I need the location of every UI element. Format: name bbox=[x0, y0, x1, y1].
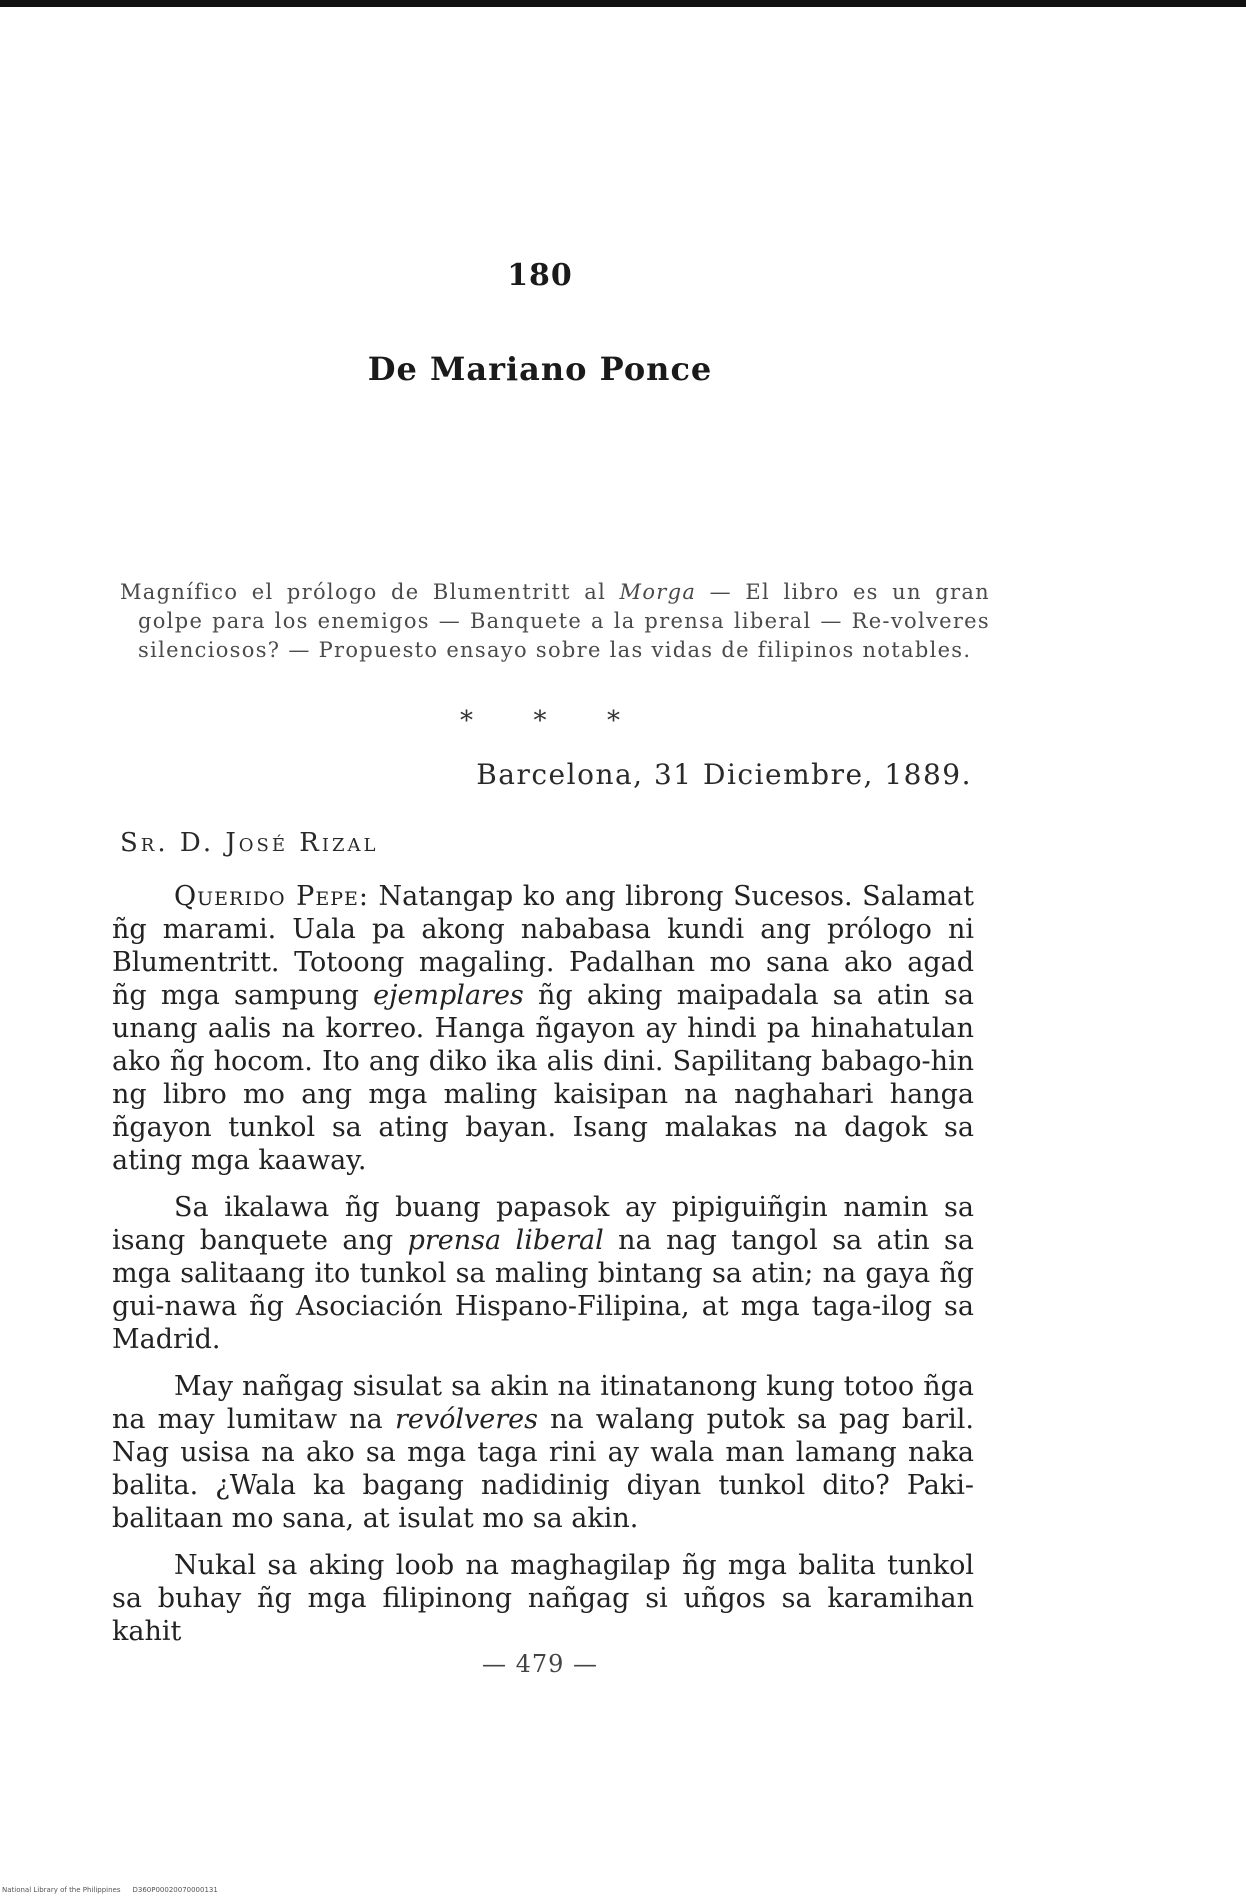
footer-library: National Library of the Philippines bbox=[2, 1886, 121, 1894]
paragraph-2 bbox=[112, 1191, 974, 1356]
paragraph-3-text-a: May nañgag sisulat sa akin na itinatanong kung totoo ñga na may lumitaw na bbox=[112, 1371, 974, 1435]
summary-text-start: Magnífico el prólogo de Blumentritt al bbox=[120, 580, 620, 604]
paragraph-1-italic: ejemplares bbox=[373, 980, 524, 1011]
paragraph-2-italic: prensa liberal bbox=[407, 1225, 604, 1256]
scan-footer bbox=[2, 1886, 218, 1894]
separator-star-1: * bbox=[460, 706, 473, 736]
separator-star-2: * bbox=[533, 706, 547, 736]
summary-text-end: — El libro es un gran golpe para los enemigos — Banquete a la prensa liberal — Re-volveres silenciosos? — Propuesto ensayo sobre las vidas de filipinos notables. bbox=[138, 580, 990, 662]
separator-star-3: * bbox=[607, 706, 620, 736]
summary-italic-morga: Morga bbox=[619, 580, 697, 604]
letter-summary bbox=[120, 578, 990, 665]
paragraph-3-italic: revólveres bbox=[394, 1404, 538, 1435]
paragraph-4-text: Nukal sa aking loob na maghagilap ñg mga balita tunkol sa buhay ñg mga filipinong nañgag si uñgos sa karamihan kahit bbox=[112, 1550, 974, 1647]
page-folio: — 479 — bbox=[481, 1650, 599, 1678]
paragraph-2-text-b: na nag tangol sa atin sa mga salitaang ito tunkol sa maling bintang sa atin; na gaya ñg gui-nawa ñg Asociación Hispano-Filipina, at mga taga-ilog sa Madrid. bbox=[112, 1225, 975, 1355]
section-separator bbox=[460, 706, 620, 736]
paragraph-3-text-b: na walang putok sa pag baril. Nag usisa na ako sa mga taga rini ay wala man lamang naka balita. ¿Wala ka bagang nadidinig diyan tunkol dito? Paki-balitaan mo sana, at isulat mo sa akin. bbox=[112, 1404, 975, 1534]
salutation: Sr. D. José Rizal bbox=[120, 828, 379, 858]
letter-number: 180 bbox=[507, 258, 573, 293]
opening-greeting: Querido Pepe: bbox=[174, 881, 369, 912]
letter-body bbox=[112, 880, 974, 1662]
footer-code: D360P00020070000131 bbox=[132, 1886, 218, 1894]
paragraph-3 bbox=[112, 1370, 974, 1535]
paragraph-4 bbox=[112, 1549, 974, 1648]
paragraph-1-text-a: Natangap ko ang librong Sucesos. Salamat ñg marami. Uala pa akong nababasa kundi ang prólogo ni Blumentritt. Totoong magaling. Padalhan mo sana ako agad ñg mga sampung bbox=[112, 881, 974, 1011]
paragraph-1-text-b: ñg aking maipadala sa atin sa unang aalis na korreo. Hanga ñgayon ay hindi pa hinahatulan ako ñg hocom. Ito ang diko ika alis dini. Sapilitang babago-hin ng libro mo ang mga maling kaisipan na naghahari hanga ñgayon tunkol sa ating bayan. Isang malakas na dagok sa ating mga kaaway. bbox=[112, 980, 974, 1176]
paragraph-2-text-a: Sa ikalawa ñg buang papasok ay pipiguiñgin namin sa isang banquete ang bbox=[112, 1192, 974, 1256]
dateline: Barcelona, 31 Diciembre, 1889. bbox=[476, 758, 972, 791]
paragraph-1 bbox=[112, 880, 974, 1177]
letter-title: De Mariano Ponce bbox=[367, 350, 713, 388]
